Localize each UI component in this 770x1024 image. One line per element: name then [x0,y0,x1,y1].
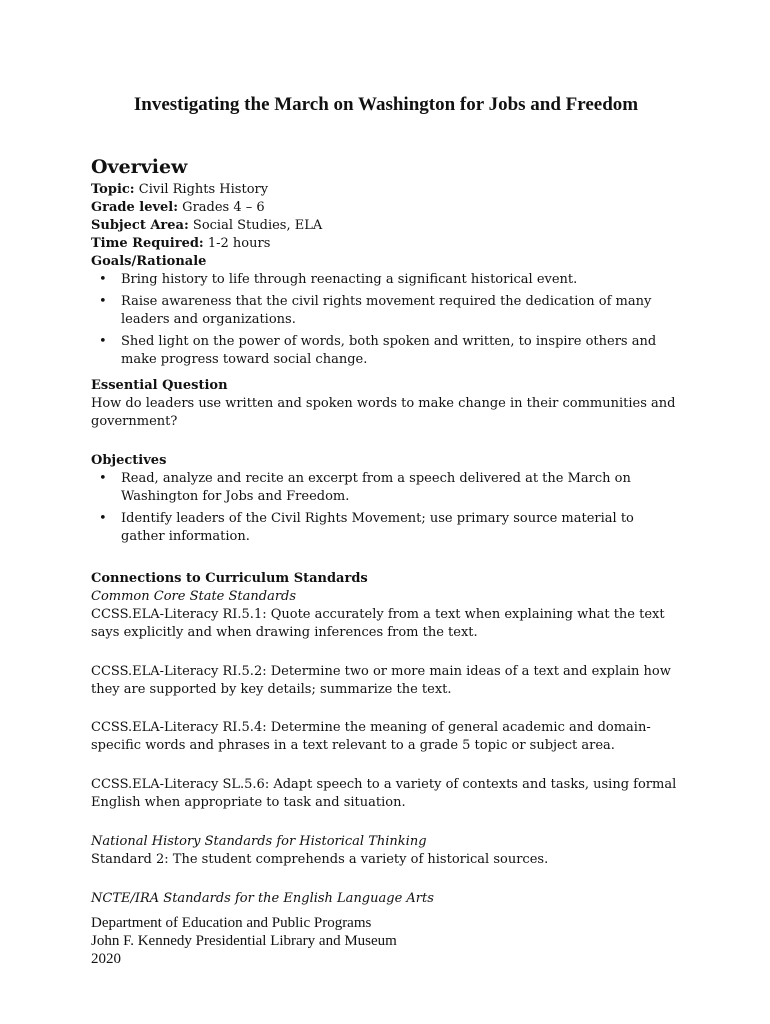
topic-label: Topic: [91,182,135,197]
ccss-standard: CCSS.ELA-Literacy RI.5.1: Quote accurately from a text when explaining what the text says explicitly and when drawing inferences from the text. [91,607,665,640]
ccss-standard: CCSS.ELA-Literacy SL.5.6: Adapt speech to a variety of contexts and tasks, using formal English when appropriate to task and situation. [91,777,677,810]
topic-value: Civil Rights History [134,182,269,197]
goals-heading: Goals/Rationale [91,254,207,269]
footer-institution: John F. Kennedy Presidential Library and Museum [91,933,397,949]
national-standards [91,833,681,869]
goal-item: • Raise awareness that the civil rights movement required the dedication of many leaders and organizations. [91,293,681,329]
standards-section [91,570,681,642]
ccss-block-3 [91,719,681,755]
goals-list [91,271,681,369]
ccss-standard: CCSS.ELA-Literacy RI.5.2: Determine two or more main ideas of a text and explain how they are supported by key details; summarize the text. [91,664,671,697]
ncte-heading: NCTE/IRA Standards for the English Language Arts [91,891,434,906]
objectives-section [91,452,681,550]
grade-label: Grade level: [91,200,179,215]
page-title: Investigating the March on Washington for Jobs and Freedom [133,94,639,115]
subject-value: Social Studies, ELA [188,218,323,233]
national-heading: National History Standards for Historical Thinking [91,834,427,849]
ccss-block-2 [91,663,681,699]
objectives-list [91,470,681,546]
goal-item: • Bring history to life through reenacting a significant historical event. [91,271,681,289]
time-value: 1-2 hours [203,236,271,251]
national-text: Standard 2: The student comprehends a variety of historical sources. [91,852,549,867]
common-core-heading: Common Core State Standards [91,589,297,604]
ccss-standard: CCSS.ELA-Literacy RI.5.4: Determine the meaning of general academic and domain-specific words and phrases in a text relevant to a grade 5 topic or subject area. [91,720,651,753]
time-label: Time Required: [91,236,204,251]
topic-line [91,181,681,199]
standards-heading: Connections to Curriculum Standards [91,571,368,586]
goal-item: • Shed light on the power of words, both spoken and written, to inspire others and make progress toward social change. [91,333,681,369]
grade-line [91,199,681,217]
page-footer [91,914,491,968]
objectives-heading: Objectives [91,453,167,468]
overview-section [91,181,681,373]
overview-heading: Overview [91,156,188,178]
essential-question-section [91,377,681,431]
objective-item: • Read, analyze and recite an excerpt from a speech delivered at the March on Washington for Jobs and Freedom. [91,470,681,506]
ccss-block-4 [91,776,681,812]
subject-label: Subject Area: [91,218,189,233]
time-line [91,235,681,253]
footer-department: Department of Education and Public Programs [91,915,372,931]
objective-item: • Identify leaders of the Civil Rights Movement; use primary source material to gather information. [91,510,681,546]
subject-line [91,217,681,235]
essential-text: How do leaders use written and spoken words to make change in their communities and government? [91,396,676,429]
footer-year: 2020 [91,951,121,967]
ncte-standards [91,890,681,908]
grade-value: Grades 4 – 6 [178,200,265,215]
essential-heading: Essential Question [91,378,228,393]
